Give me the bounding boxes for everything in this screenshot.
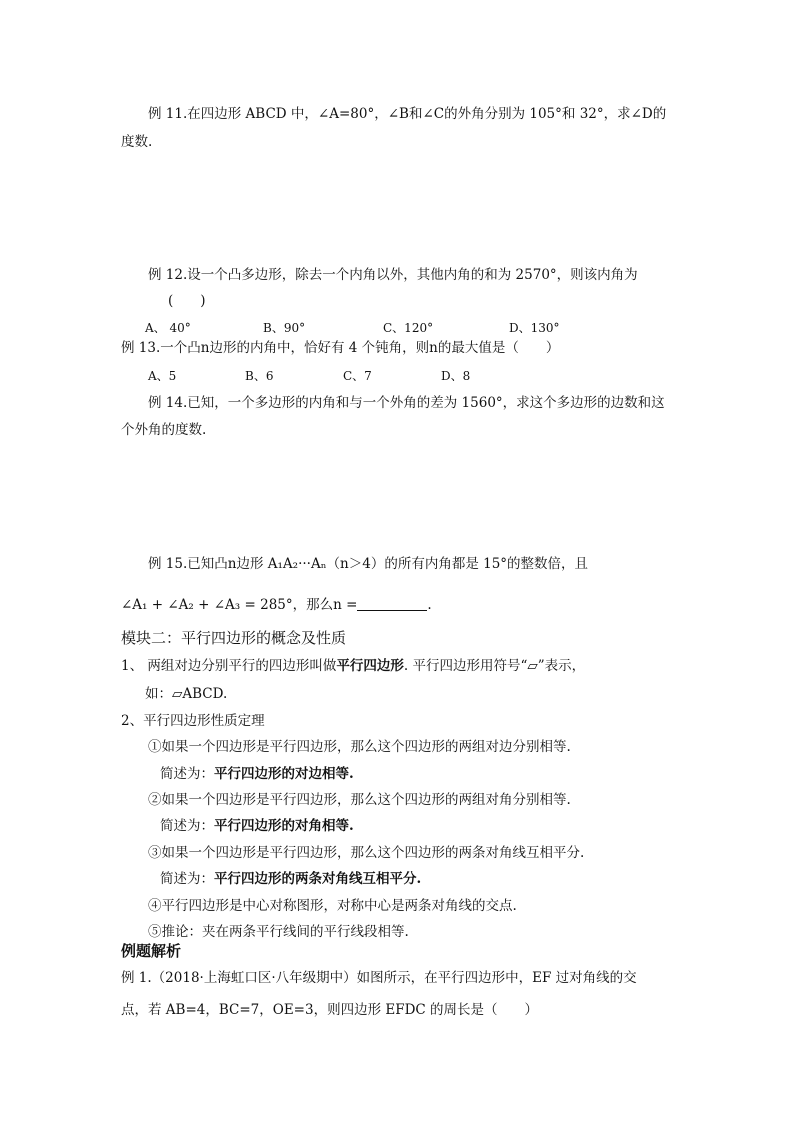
ex15-line1: 例 15.已知凸n边形 A₁A₂···Aₙ（n＞4）的所有内角都是 15°的整数倍，且 — [148, 556, 589, 572]
ex13-line1: 例 13.一个凸n边形的内角中，恰好有 4 个钝角，则n的最大值是（ ） — [121, 340, 560, 356]
ex13-options — [148, 366, 470, 386]
definition-line — [121, 656, 585, 676]
theorem-heading: 2、平行四边形性质定理 — [121, 713, 265, 729]
example1-line2: 点，若 AB=4，BC=7，OE=3，则四边形 EFDC 的周长是（ ） — [121, 1002, 539, 1018]
option-c: C、7 — [343, 369, 372, 383]
option-b: B、90° — [263, 321, 306, 335]
example1-line1: 例 1.（2018·上海虹口区·八年级期中）如图所示，在平行四边形中，EF 过对角线的交 — [121, 970, 637, 986]
summary-text: 平行四边形的对边相等. — [214, 766, 354, 782]
summary-label: 简述为： — [160, 871, 214, 887]
angle-sum-equation: ∠A₁ + ∠A₂ + ∠A₃ = 285°，那么n = — [121, 597, 358, 613]
summary-text: 平行四边形的对角相等. — [214, 818, 354, 834]
summary-3 — [160, 869, 421, 889]
ex11-line2: 度数. — [121, 134, 153, 150]
option-d: D、8 — [441, 369, 471, 383]
option-a: A、 40° — [145, 321, 191, 335]
ex11-line1: 例 11.在四边形 ABCD 中，∠A=80°，∠B和∠C的外角分别为 105°和 32°，求∠D的 — [148, 106, 667, 122]
theorem-2: ②如果一个四边形是平行四边形，那么这个四边形的两组对角分别相等. — [148, 792, 571, 808]
definition-term: 平行四边形 — [336, 658, 404, 674]
ex14-line2: 个外角的度数. — [121, 422, 207, 438]
option-d: D、130° — [509, 321, 560, 335]
option-a: A、5 — [148, 369, 177, 383]
examples-title: 例题解析 — [121, 942, 182, 960]
ex15-end: . — [427, 597, 432, 613]
theorem-1: ①如果一个四边形是平行四边形，那么这个四边形的两组对边分别相等. — [148, 739, 571, 755]
theorem-3: ③如果一个四边形是平行四边形，那么这个四边形的两条对角线互相平分. — [148, 845, 585, 861]
ex12-options — [145, 318, 560, 338]
ex14-line1: 例 14.已知，一个多边形的内角和与一个外角的差为 1560°，求这个多边形的边数和这 — [148, 395, 665, 411]
module2-title: 模块二：平行四边形的概念及性质 — [121, 629, 347, 647]
summary-label: 简述为： — [160, 766, 214, 782]
definition-symbol-text: . 平行四边形用符号“▱”表示， — [403, 658, 586, 674]
ex15-line2 — [121, 595, 432, 615]
definition-example: 如：▱ABCD. — [145, 686, 228, 702]
summary-label: 简述为： — [160, 818, 214, 834]
ex12-paren: ( ) — [168, 293, 206, 309]
summary-text: 平行四边形的两条对角线互相平分. — [214, 871, 422, 887]
theorem-4: ④平行四边形是中心对称图形，对称中心是两条对角线的交点. — [148, 898, 517, 914]
option-b: B、6 — [245, 369, 274, 383]
summary-1 — [160, 764, 354, 784]
ex12-line1: 例 12.设一个凸多边形，除去一个内角以外，其他内角的和为 2570°，则该内角为 — [148, 267, 638, 283]
definition-text: 1、 两组对边分别平行的四边形叫做 — [121, 658, 337, 674]
option-c: C、120° — [383, 321, 434, 335]
answer-blank — [357, 596, 427, 611]
summary-2 — [160, 816, 354, 836]
theorem-5: ⑤推论：夹在两条平行线间的平行线段相等. — [148, 924, 409, 940]
